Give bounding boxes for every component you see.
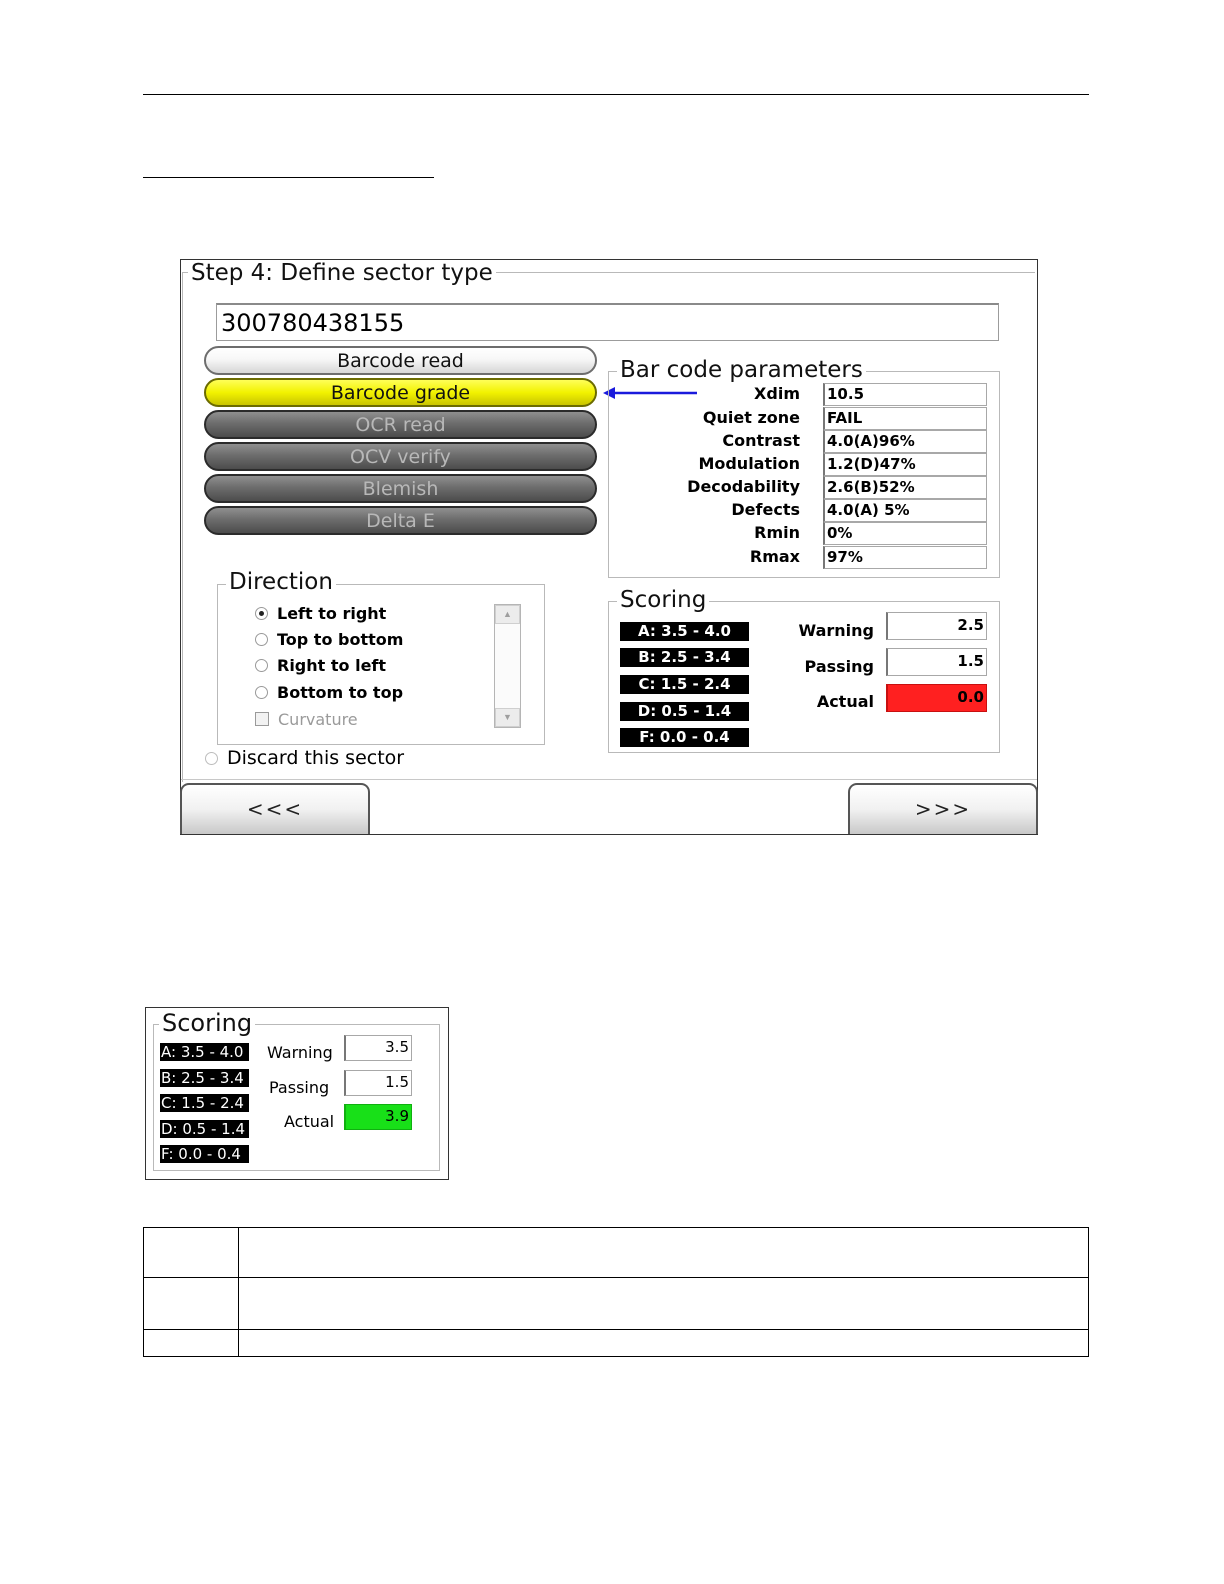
param-row-rmin [608, 522, 1000, 545]
scroll-down-icon[interactable]: ▼ [495, 708, 520, 727]
param-value: 0% [823, 522, 987, 545]
param-value: 1.2(D)47% [823, 453, 987, 476]
table-row [144, 1278, 1089, 1329]
description-table [143, 1227, 1089, 1357]
barcode-parameters-title: Bar code parameters [617, 359, 866, 382]
param-row-rmax [608, 546, 1000, 569]
param-row-defects [608, 499, 1000, 522]
direction-left-to-right[interactable] [255, 602, 386, 624]
step-title: Step 4: Define sector type [188, 262, 496, 285]
actual-label: Actual [816, 692, 874, 711]
direction-right-to-left[interactable] [255, 654, 386, 676]
direction-bottom-to-top[interactable] [255, 681, 403, 703]
direction-option-label: Top to bottom [277, 629, 404, 649]
table-row [144, 1228, 1089, 1278]
barcode-grade-button[interactable]: Barcode grade [204, 378, 597, 407]
param-value: FAIL [823, 407, 987, 430]
table-cell [144, 1228, 239, 1278]
grade-b-badge: B: 2.5 - 3.4 [620, 648, 749, 667]
passing-label: Passing [804, 657, 874, 676]
param-label: Contrast [722, 431, 800, 450]
radio-icon[interactable] [255, 633, 268, 646]
direction-option-label: Left to right [277, 603, 387, 623]
actual-value-field: 0.0 [886, 684, 987, 712]
param-label: Rmin [754, 523, 800, 542]
curvature-checkbox-row[interactable] [255, 708, 358, 730]
ocr-read-button[interactable]: OCR read [204, 410, 597, 439]
direction-option-label: Right to left [277, 655, 387, 675]
param-value: 10.5 [823, 383, 987, 406]
page-header-rule [143, 94, 1089, 95]
radio-icon[interactable] [205, 752, 218, 765]
checkbox-icon[interactable] [255, 712, 269, 726]
barcode-value-field[interactable]: 300780438155 [216, 303, 999, 341]
direction-title: Direction [226, 571, 336, 594]
scoring-example-title: Scoring [159, 1011, 255, 1035]
scoring-title: Scoring [617, 589, 709, 612]
grade-a-badge: A: 3.5 - 4.0 [620, 622, 749, 641]
direction-scrollbar[interactable] [494, 604, 521, 728]
table-cell [144, 1278, 239, 1329]
grade-d-badge: D: 0.5 - 1.4 [620, 702, 749, 721]
curvature-label: Curvature [278, 709, 358, 729]
grade-f-badge: F: 0.0 - 0.4 [620, 728, 749, 747]
param-label: Modulation [698, 454, 800, 473]
nav-divider [181, 779, 1037, 780]
radio-selected-icon[interactable] [255, 607, 268, 620]
blemish-button[interactable]: Blemish [204, 474, 597, 503]
scroll-up-icon[interactable]: ▲ [495, 605, 520, 624]
delta-e-button[interactable]: Delta E [204, 506, 597, 535]
warning-label: Warning [267, 1043, 333, 1062]
param-value: 4.0(A)96% [823, 430, 987, 453]
grade-c-badge: C: 1.5 - 2.4 [160, 1094, 249, 1112]
grade-d-badge: D: 0.5 - 1.4 [160, 1120, 249, 1138]
param-label: Xdim [754, 384, 800, 403]
passing-label: Passing [269, 1078, 330, 1097]
param-value: 2.6(B)52% [823, 476, 987, 499]
table-cell [239, 1228, 1089, 1278]
back-button[interactable]: <<< [180, 783, 370, 834]
direction-option-label: Bottom to top [277, 682, 404, 702]
param-row-decodability [608, 476, 1000, 499]
table-cell [239, 1329, 1089, 1356]
passing-value-field[interactable]: 1.5 [344, 1070, 412, 1096]
radio-icon[interactable] [255, 659, 268, 672]
section-heading-rule [143, 177, 434, 178]
discard-label: Discard this sector [227, 747, 405, 769]
param-row-quiet-zone [608, 407, 1000, 430]
table-row [144, 1329, 1089, 1356]
param-label: Defects [731, 500, 800, 519]
direction-top-to-bottom[interactable] [255, 628, 403, 650]
discard-sector-option[interactable] [205, 746, 404, 770]
param-value: 97% [823, 546, 987, 569]
warning-label: Warning [798, 621, 874, 640]
grade-f-badge: F: 0.0 - 0.4 [160, 1145, 249, 1163]
warning-value-field[interactable]: 3.5 [344, 1035, 412, 1061]
ocv-verify-button[interactable]: OCV verify [204, 442, 597, 471]
barcode-read-button[interactable]: Barcode read [204, 346, 597, 375]
param-label: Quiet zone [702, 408, 800, 427]
table-cell [239, 1278, 1089, 1329]
grade-b-badge: B: 2.5 - 3.4 [160, 1069, 249, 1087]
table-cell [144, 1329, 239, 1356]
warning-value-field[interactable]: 2.5 [886, 612, 987, 640]
param-row-xdim [608, 383, 1000, 406]
actual-value-field: 3.9 [344, 1104, 412, 1130]
grade-c-badge: C: 1.5 - 2.4 [620, 675, 749, 694]
passing-value-field[interactable]: 1.5 [886, 648, 987, 676]
param-row-modulation [608, 453, 1000, 476]
param-label: Rmax [749, 547, 800, 566]
radio-icon[interactable] [255, 686, 268, 699]
actual-label: Actual [284, 1112, 335, 1131]
grade-a-badge: A: 3.5 - 4.0 [160, 1043, 249, 1061]
next-button[interactable]: >>> [848, 783, 1038, 834]
param-row-contrast [608, 430, 1000, 453]
param-label: Decodability [687, 477, 800, 496]
param-value: 4.0(A) 5% [823, 499, 987, 522]
